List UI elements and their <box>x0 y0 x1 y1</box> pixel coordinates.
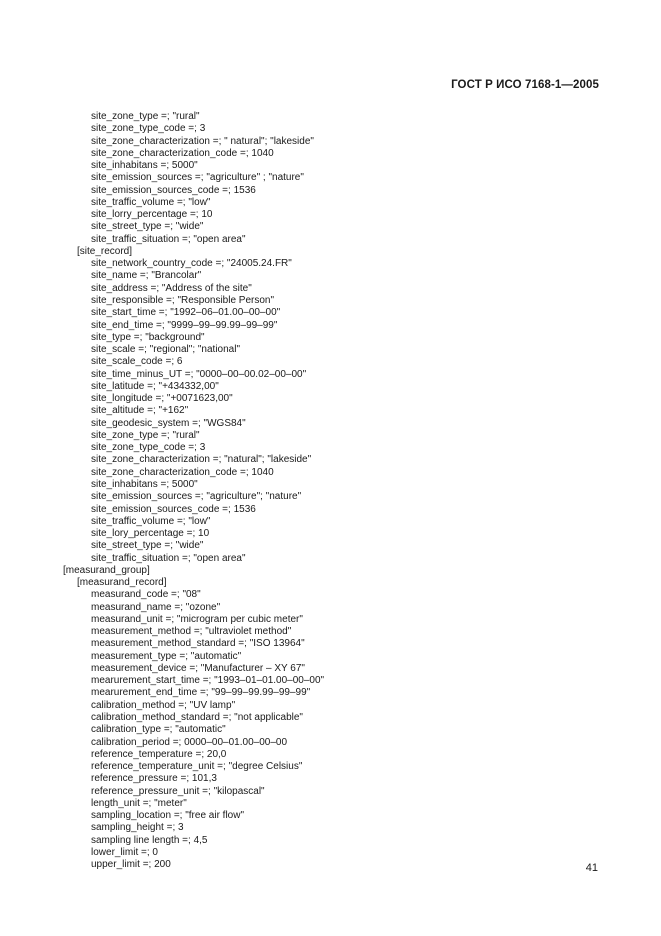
field-line: measurand_code =; "08" <box>91 589 201 601</box>
field-line: site_lorry_percentage =; 10 <box>91 209 213 221</box>
field-line: reference_temperature_unit =; "degree Celsius" <box>91 761 303 773</box>
section-header-line: [measurand_record] <box>77 577 167 589</box>
field-line: site_lory_percentage =; 10 <box>91 528 210 540</box>
field-line: site_emission_sources_code =; 1536 <box>91 503 256 515</box>
field-line: site_network_country_code =; "24005.24.FR" <box>91 258 292 270</box>
field-line: mearurement_end_time =; "99–99–99.99–99–99" <box>91 687 311 699</box>
field-line: site_emission_sources =; "agriculture"; "nature" <box>91 491 302 503</box>
field-line: site_traffic_situation =; "open area" <box>91 233 246 245</box>
field-line: reference_temperature =; 20,0 <box>91 748 227 760</box>
field-line: site_inhabitans =; 5000" <box>91 478 198 490</box>
field-line: calibration_type =; "automatic" <box>91 724 226 736</box>
field-line: site_emission_sources =; "agriculture" ; "nature" <box>91 172 304 184</box>
field-line: site_traffic_volume =; "low" <box>91 515 211 527</box>
field-line: site_scale =; "regional"; "national" <box>91 344 241 356</box>
field-line: site_zone_type_code =; 3 <box>91 442 206 454</box>
field-line: site_emission_sources_code =; 1536 <box>91 184 256 196</box>
field-line: site_scale_code =; 6 <box>91 356 183 368</box>
document-id-header: ГОСТ Р ИСО 7168-1—2005 <box>451 79 599 91</box>
field-line: site_traffic_situation =; "open area" <box>91 552 246 564</box>
field-line: measurement_device =; "Manufacturer – XY 67" <box>91 662 305 674</box>
field-line: site_name =; "Brancolar" <box>91 270 202 282</box>
field-line: sampling_height =; 3 <box>91 822 184 834</box>
field-line: site_street_type =; "wide" <box>91 540 204 552</box>
field-line: lower_limit =; 0 <box>91 846 158 858</box>
field-line: site_address =; "Address of the site" <box>91 282 252 294</box>
field-line: reference_pressure_unit =; "kilopascal" <box>91 785 265 797</box>
field-line: measurand_name =; "ozone" <box>91 601 221 613</box>
field-line: site_time_minus_UT =; "0000–00–00.02–00–00" <box>91 368 307 380</box>
field-line: site_zone_type =; "rural" <box>91 111 200 122</box>
field-line: calibration_period =; 0000–00–01.00–00–00 <box>91 736 288 748</box>
field-line: site_type =; "background" <box>91 331 205 343</box>
field-line: site_zone_type_code =; 3 <box>91 123 206 135</box>
section-header-line: [measurand_group] <box>63 564 150 576</box>
field-line: measurement_type =; "automatic" <box>91 650 242 662</box>
field-line: site_zone_characterization =; " natural"; "lakeside" <box>91 135 314 147</box>
field-line: upper_limit =; 200 <box>91 859 171 871</box>
field-line: site_zone_characterization_code =; 1040 <box>91 147 274 159</box>
field-line: site_end_time =; "9999–99–99.99–99–99" <box>91 319 278 331</box>
field-line: site_zone_characterization =; "natural"; "lakeside" <box>91 454 312 466</box>
field-line: site_street_type =; "wide" <box>91 221 204 233</box>
field-line: site_longitude =; "+0071623,00" <box>91 393 233 405</box>
field-line: reference_pressure =; 101,3 <box>91 773 217 785</box>
field-line: calibration_method_standard =; "not applicable" <box>91 712 303 724</box>
field-line: site_geodesic_system =; "WGS84" <box>91 417 246 429</box>
field-line: measurement_method =; "ultraviolet method" <box>91 626 292 638</box>
field-line: calibration_method =; "UV lamp" <box>91 699 236 711</box>
field-line: measurand_unit =; "microgram per cubic meter" <box>91 613 303 625</box>
page-number: 41 <box>585 862 598 874</box>
field-line: site_latitude =; "+434332,00" <box>91 380 219 392</box>
section-header-line: [site_record] <box>77 245 133 257</box>
field-line: site_inhabitans =; 5000" <box>91 160 198 172</box>
field-line: measurement_method_standard =; "ISO 13964" <box>91 638 305 650</box>
field-line: site_altitude =; "+162" <box>91 405 189 417</box>
field-line: site_start_time =; "1992–06–01.00–00–00" <box>91 307 281 319</box>
document-body <box>0 111 661 871</box>
field-line: site_responsible =; "Responsible Person" <box>91 294 275 306</box>
field-line: site_zone_characterization_code =; 1040 <box>91 466 274 478</box>
field-line: length_unit =; "meter" <box>91 797 187 809</box>
field-line: sampling line length =; 4,5 <box>91 834 208 846</box>
field-line: site_traffic_volume =; "low" <box>91 196 211 208</box>
field-line: mearurement_start_time =; "1993–01–01.00–00–00" <box>91 675 325 687</box>
field-line: sampling_location =; "free air flow" <box>91 810 245 822</box>
field-line: site_zone_type =; "rural" <box>91 429 200 441</box>
